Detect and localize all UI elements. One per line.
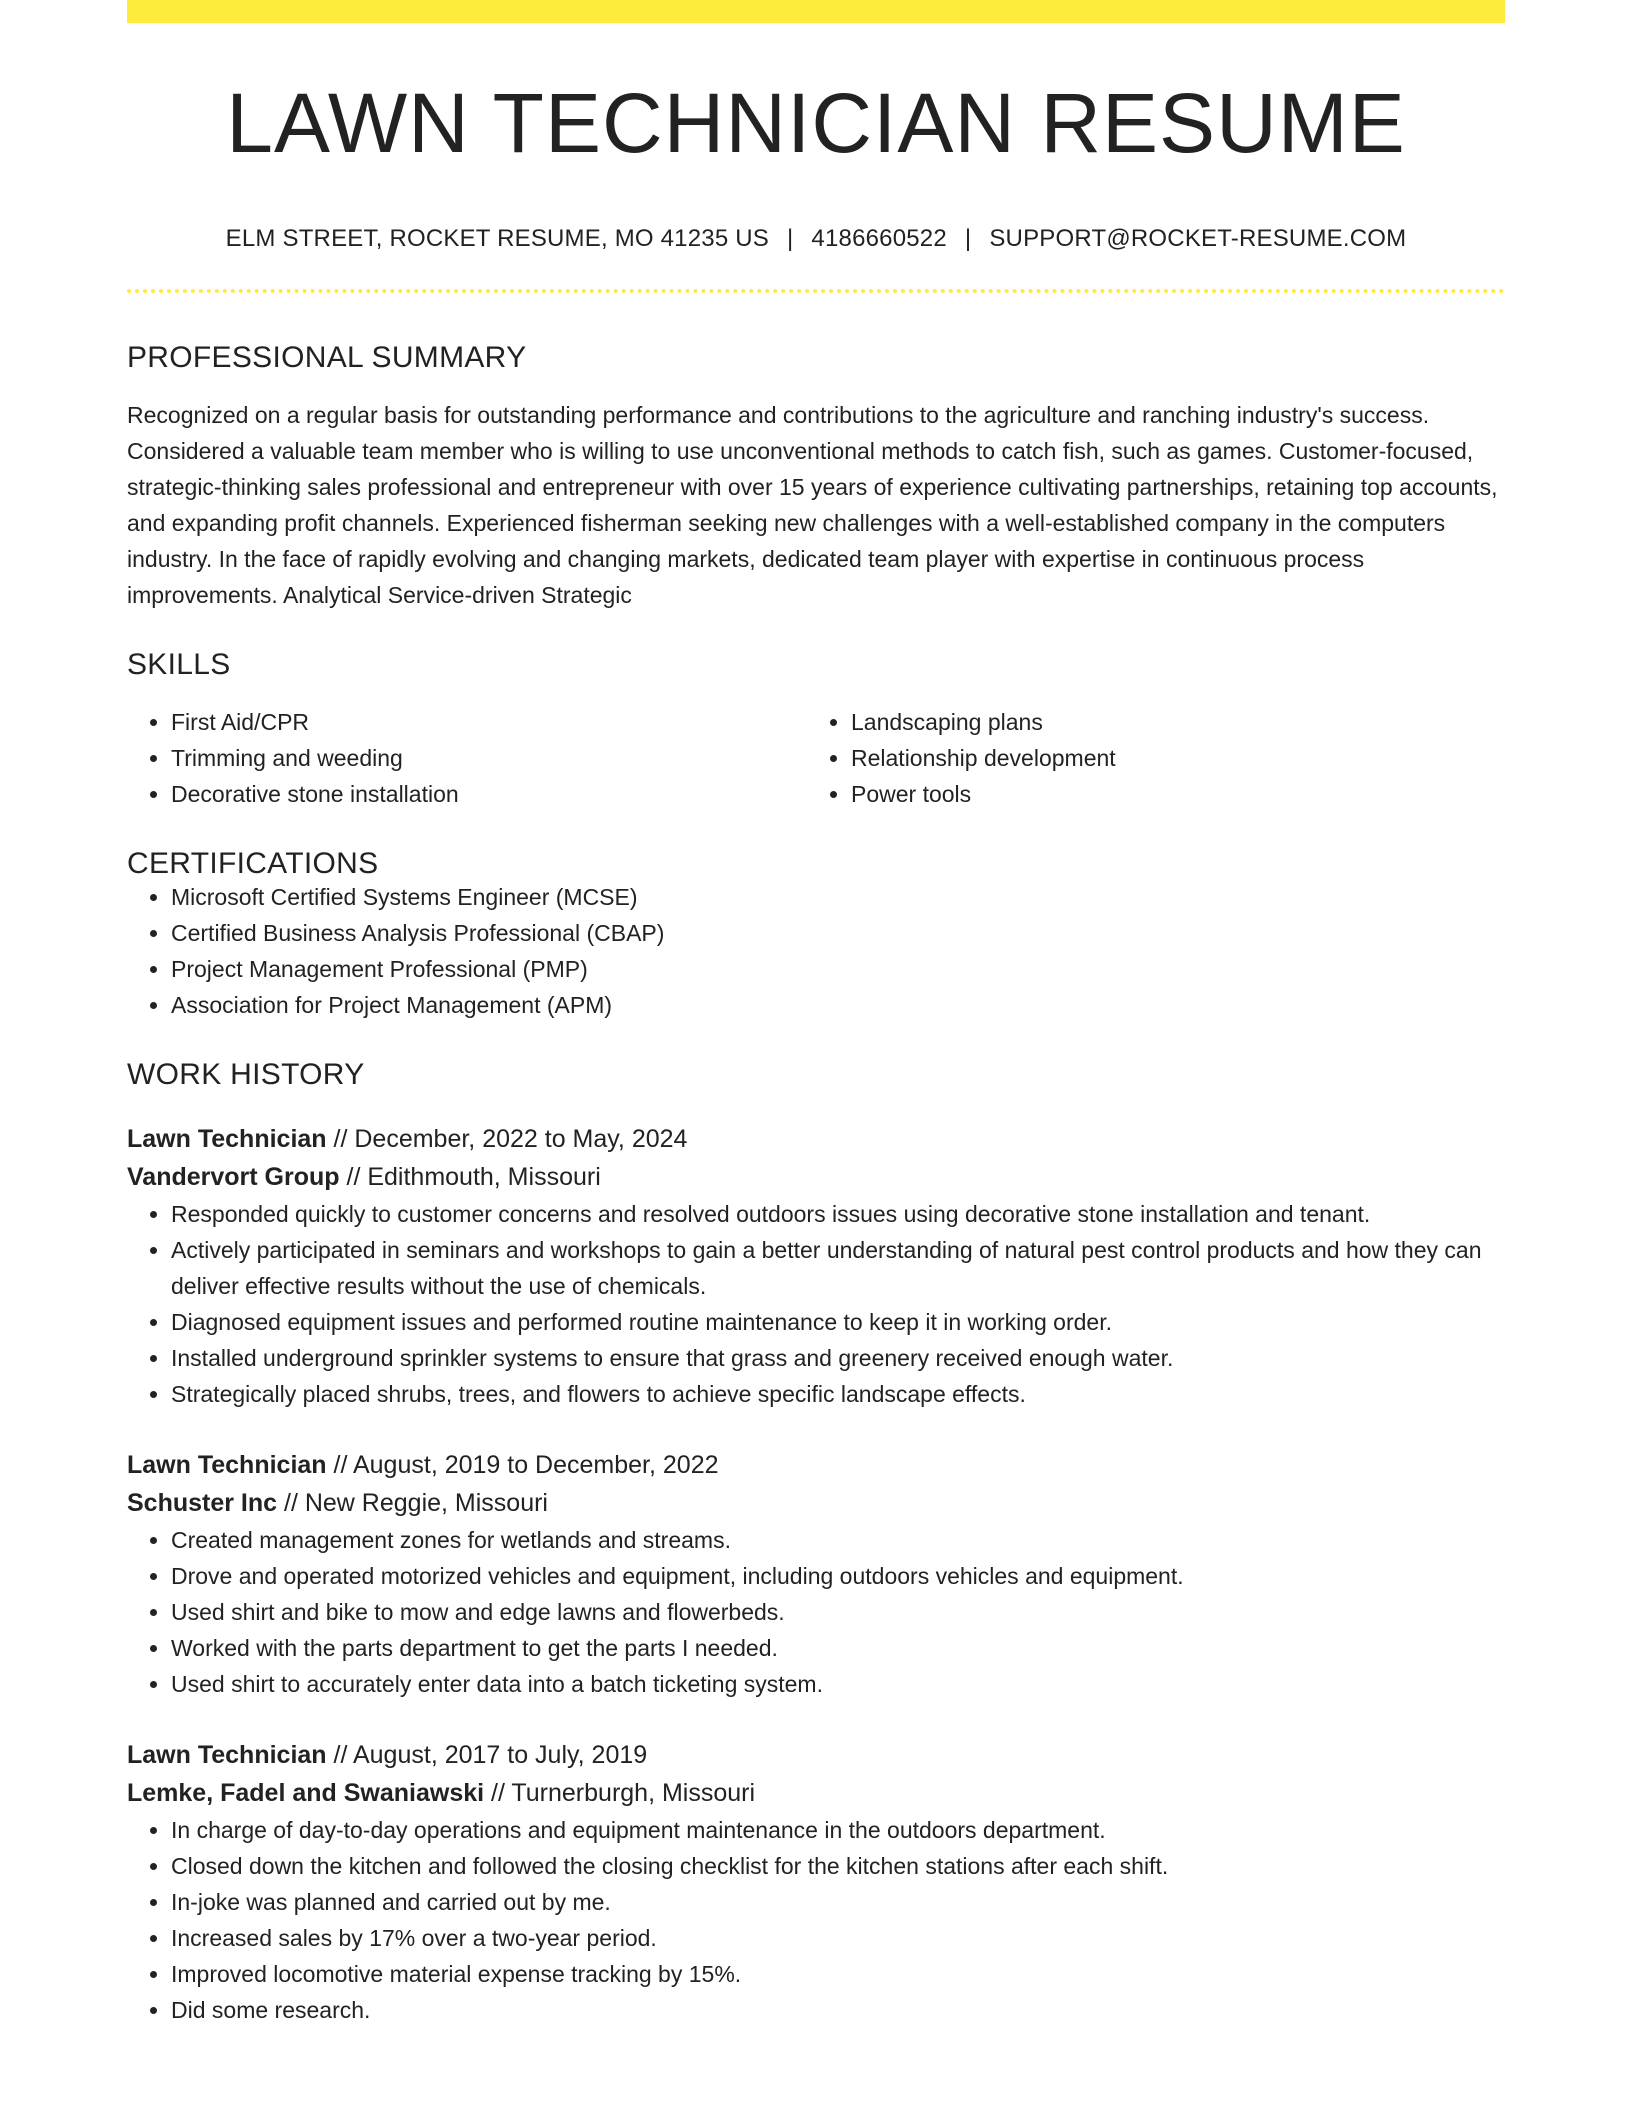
job-bullet: • Installed underground sprinkler systems to ensure that grass and greenery received enough water. — [171, 1340, 1505, 1376]
job-title: Lawn Technician — [127, 1741, 327, 1769]
job-bullet: • Increased sales by 17% over a two-year period. — [171, 1920, 1505, 1956]
job-location: // Edithmouth, Missouri — [339, 1163, 601, 1191]
skills-heading: SKILLS — [127, 648, 231, 681]
skills-list — [127, 704, 1505, 812]
job-dates: // December, 2022 to May, 2024 — [326, 1125, 688, 1153]
skill-item: • Landscaping plans — [851, 704, 1487, 740]
job-title-line — [127, 1446, 1505, 1484]
certifications-list — [127, 879, 1505, 1023]
resume-page — [127, 0, 1505, 2028]
header-divider — [127, 289, 1505, 293]
summary-text: Recognized on a regular basis for outstanding performance and contributions to the agriculture and ranching industry's success. Considered a valuable team member who is willing to use unconventional methods to catch fish, such as games. Customer-focused, strategic-thinking sales professional and entrepreneur with over 15 years of experience cultivating partnerships, retaining top accounts, and expanding profit channels. Experienced fisherman seeking new challenges with a well-established company in the computers industry. In the face of rapidly evolving and changing markets, dedicated team player with expertise in continuous process improvements. Analytical Service-driven Strategic — [127, 402, 1498, 608]
job-bullet: • In-joke was planned and carried out by me. — [171, 1884, 1505, 1920]
contact-phone: 4186660522 — [811, 225, 947, 252]
job-location: // Turnerburgh, Missouri — [484, 1779, 756, 1807]
job-company: Vandervort Group — [127, 1163, 340, 1191]
job-bullet: • Closed down the kitchen and followed the closing checklist for the kitchen stations after each shift. — [171, 1848, 1505, 1884]
top-accent-bar — [127, 0, 1505, 23]
job-title-line — [127, 1736, 1505, 1774]
job-dates: // August, 2019 to December, 2022 — [326, 1451, 719, 1479]
certifications-heading: CERTIFICATIONS — [127, 847, 379, 880]
job-bullet: • Responded quickly to customer concerns and resolved outdoors issues using decorative stone installation and tenant. — [171, 1196, 1505, 1232]
job-title-line — [127, 1120, 1505, 1158]
contact-address: ELM STREET, ROCKET RESUME, MO 41235 US — [225, 225, 769, 252]
job-location: // New Reggie, Missouri — [277, 1489, 548, 1517]
job-bullet: • Worked with the parts department to get the parts I needed. — [171, 1630, 1505, 1666]
job-entry — [127, 1736, 1505, 2028]
job-bullet: • Did some research. — [171, 1992, 1505, 2028]
summary-heading: PROFESSIONAL SUMMARY — [127, 341, 527, 374]
certification-item: • Microsoft Certified Systems Engineer (MCSE) — [171, 879, 1505, 915]
job-bullet: • Drove and operated motorized vehicles and equipment, including outdoors vehicles and equipment. — [171, 1558, 1505, 1594]
job-company-line — [127, 1158, 1505, 1196]
job-bullet: • Used shirt to accurately enter data into a batch ticketing system. — [171, 1666, 1505, 1702]
job-dates: // August, 2017 to July, 2019 — [326, 1741, 648, 1769]
certification-item: • Certified Business Analysis Professional (CBAP) — [171, 915, 1505, 951]
job-title: Lawn Technician — [127, 1451, 327, 1479]
job-bullet: • Actively participated in seminars and workshops to gain a better understanding of natural pest control products and how they can deliver effective results without the use of chemicals. — [171, 1232, 1505, 1304]
job-bullet: • Created management zones for wetlands and streams. — [171, 1522, 1505, 1558]
job-bullet: • Strategically placed shrubs, trees, and flowers to achieve specific landscape effects. — [171, 1376, 1505, 1412]
job-company: Schuster Inc — [127, 1489, 278, 1517]
certification-item: • Association for Project Management (APM) — [171, 987, 1505, 1023]
skill-item: • Power tools — [851, 776, 1487, 812]
job-company: Lemke, Fadel and Swaniawski — [127, 1779, 485, 1807]
job-title: Lawn Technician — [127, 1125, 327, 1153]
skill-item: • First Aid/CPR — [171, 704, 807, 740]
skills-column-left — [127, 704, 807, 812]
job-bullets — [127, 1196, 1505, 1412]
job-bullets — [127, 1812, 1505, 2028]
job-entry — [127, 1120, 1505, 1412]
resume-title: LAWN TECHNICIAN RESUME — [226, 76, 1406, 170]
skills-column-right — [807, 704, 1487, 812]
job-bullet: • Diagnosed equipment issues and performed routine maintenance to keep it in working order. — [171, 1304, 1505, 1340]
job-company-line — [127, 1774, 1505, 1812]
skill-item: • Relationship development — [851, 740, 1487, 776]
contact-email: SUPPORT@ROCKET-RESUME.COM — [989, 225, 1407, 252]
job-bullet: • Used shirt and bike to mow and edge lawns and flowerbeds. — [171, 1594, 1505, 1630]
work-history-heading: WORK HISTORY — [127, 1058, 365, 1091]
skill-item: • Decorative stone installation — [171, 776, 807, 812]
job-bullets — [127, 1522, 1505, 1702]
job-bullet: • In charge of day-to-day operations and equipment maintenance in the outdoors department. — [171, 1812, 1505, 1848]
contact-line — [127, 227, 1505, 251]
job-bullet: • Improved locomotive material expense tracking by 15%. — [171, 1956, 1505, 1992]
contact-separator: | — [786, 225, 794, 252]
job-entry — [127, 1446, 1505, 1702]
skill-item: • Trimming and weeding — [171, 740, 807, 776]
job-company-line — [127, 1484, 1505, 1522]
certification-item: • Project Management Professional (PMP) — [171, 951, 1505, 987]
contact-separator: | — [964, 225, 972, 252]
